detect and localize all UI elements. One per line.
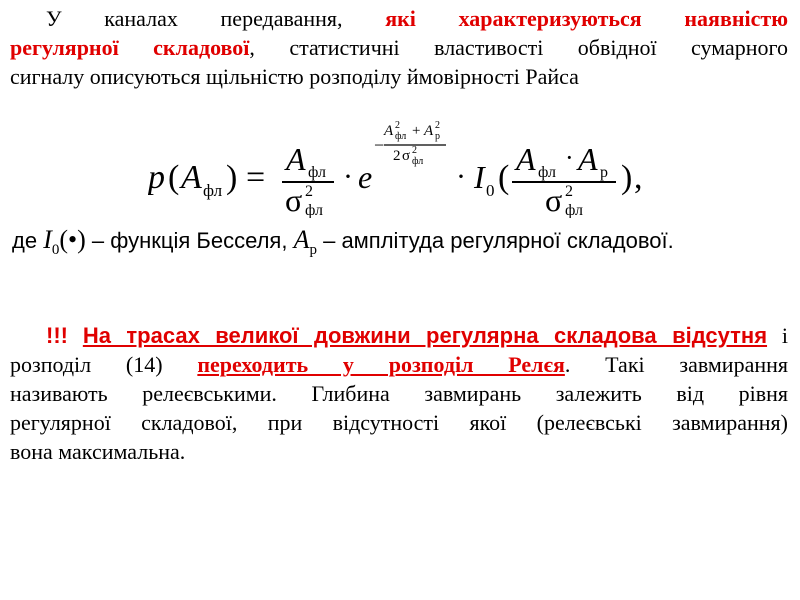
- frac2-den-sigma: σ: [545, 182, 563, 218]
- intro-text: У каналах передавання,: [46, 6, 343, 31]
- formula-I-sub: 0: [486, 181, 495, 200]
- formula-rparen: ): [226, 159, 238, 196]
- formula-rparen-2: ): [621, 159, 633, 196]
- intro-line-3: [10, 62, 788, 91]
- exp-num-plus: +: [412, 123, 421, 139]
- frac2-num-A1: A: [516, 141, 536, 177]
- frac2-num-sub2: р: [600, 164, 608, 181]
- legend-I-sub: 0: [51, 242, 60, 258]
- frac2-num-A2: A: [578, 141, 598, 177]
- rayleigh-text: . Такі завмирання: [564, 352, 788, 377]
- rayleigh-text: і: [781, 323, 789, 348]
- formula-lparen: (: [168, 159, 180, 196]
- rayleigh-highlight: переходить у розподіл Релєя: [197, 352, 565, 377]
- alert-text: На трасах великої довжини регулярна складова відсутня: [82, 323, 768, 348]
- intro-paragraph: [10, 4, 788, 91]
- exp-den-sigma: σ: [402, 148, 411, 164]
- formula-dot-1: ·: [343, 160, 353, 193]
- rayleigh-line-4: [10, 408, 788, 437]
- formula-A: A: [181, 159, 202, 196]
- rayleigh-text: вона максимальна.: [10, 439, 186, 464]
- exp-num-sq2: 2: [435, 120, 440, 131]
- frac1-den-sigma: σ: [285, 182, 303, 218]
- exp-minus: −: [374, 135, 385, 155]
- intro-text: , статистичні властивості обвідної сумарного: [249, 35, 788, 60]
- legend-bessel: – функція Бесселя,: [91, 228, 288, 253]
- exp-num-sub2: р: [435, 131, 440, 142]
- frac1-den-sub: фл: [305, 202, 323, 218]
- rayleigh-paragraph: [10, 321, 788, 466]
- formula-p: p: [148, 159, 165, 196]
- formula-dot-2: ·: [456, 160, 466, 193]
- formula-comma: ,: [634, 159, 643, 196]
- exp-num-A2: A: [424, 123, 434, 139]
- frac1-num-sub: фл: [308, 164, 326, 181]
- frac2-den-sub: фл: [565, 202, 583, 218]
- formula-sub-fl: фл: [203, 181, 223, 200]
- rayleigh-line-5: [10, 437, 788, 466]
- formula-legend: [12, 222, 772, 262]
- rayleigh-text: називають релеєвськими. Глибина завмирань залежить від рівня: [10, 381, 788, 406]
- rayleigh-line-3: [10, 379, 788, 408]
- legend-A: A: [293, 225, 310, 254]
- alert-marks: !!!: [46, 323, 68, 348]
- rayleigh-text: розподіл (14): [10, 352, 163, 377]
- legend-I: I: [43, 225, 52, 254]
- exp-den-sq: 2: [412, 145, 417, 156]
- legend-de: де: [12, 228, 38, 253]
- frac2-num-dot: ·: [565, 143, 574, 172]
- rayleigh-line-2: [10, 350, 788, 379]
- intro-text: сигналу описуються щільністю розподілу ймовірності Райса: [10, 64, 579, 89]
- formula-lparen-2: (: [498, 159, 510, 196]
- highlight-text: які характеризуються наявністю: [385, 6, 789, 31]
- formula-e: e: [358, 159, 373, 195]
- frac2-num-sub1: фл: [538, 164, 556, 181]
- legend-amplitude: – амплітуда регулярної складової.: [323, 228, 674, 253]
- formula-svg: [148, 118, 658, 218]
- exp-den-sub: фл: [412, 156, 424, 167]
- exp-num-A1: A: [384, 123, 394, 139]
- rayleigh-line-1: [10, 321, 788, 350]
- rice-formula: [148, 118, 658, 218]
- intro-line-2: [10, 33, 788, 62]
- exp-num-sub1: фл: [395, 131, 407, 142]
- frac1-num-A: A: [286, 141, 306, 177]
- exp-num-sq1: 2: [395, 120, 400, 131]
- legend-arg: (•): [59, 225, 86, 254]
- formula-I: I: [474, 159, 485, 195]
- frac2-den-sq: 2: [565, 183, 573, 200]
- intro-line-1: [10, 4, 788, 33]
- legend-A-sub: р: [309, 242, 317, 258]
- formula-equals: =: [246, 159, 266, 196]
- rayleigh-text: регулярної складової, при відсутності якої (релеєвські завмирання): [10, 410, 788, 435]
- frac1-den-sq: 2: [305, 183, 313, 200]
- highlight-text: регулярної складової: [10, 35, 250, 60]
- exp-den-two: 2: [393, 148, 401, 164]
